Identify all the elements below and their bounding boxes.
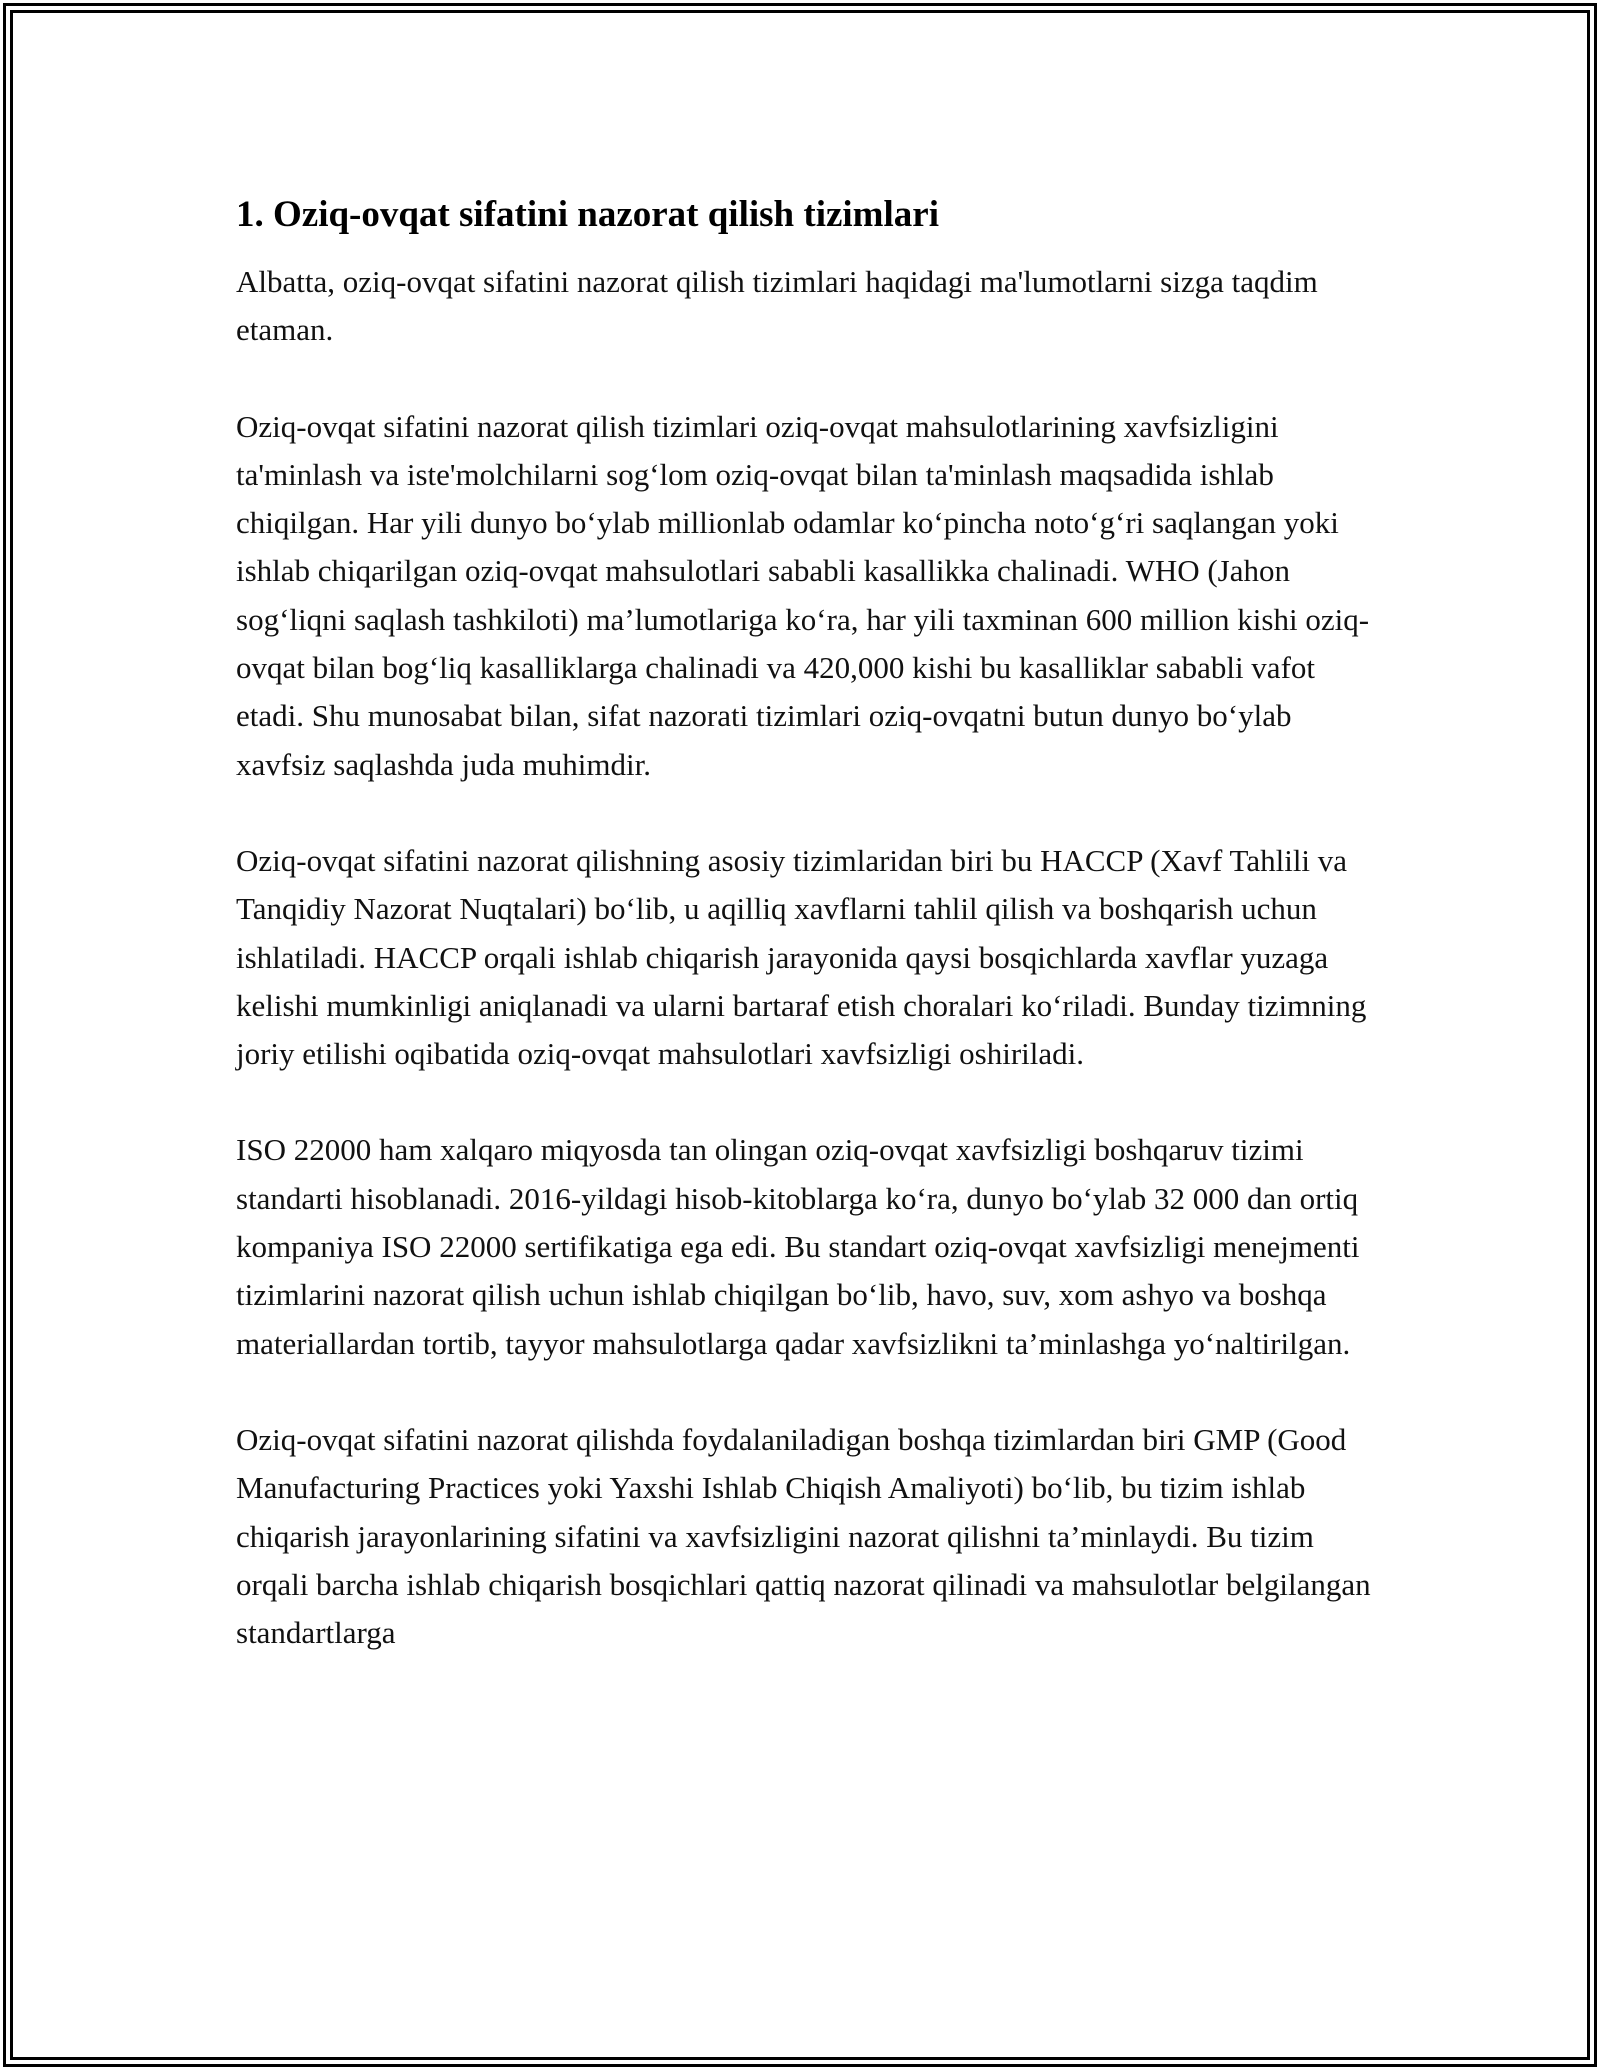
paragraph-haccp: Oziq-ovqat sifatini nazorat qilishning asosiy tizimlaridan biri bu HACCP (Xavf Tahlili va Tanqidiy Nazorat Nuqtalari) bo‘lib, u aqilliq xavflarni tahlil qilish va boshqarish uchun ishlatiladi. HACCP orqali ishlab chiqarish jarayonida qaysi bosqichlarda xavflar yuzaga kelishi mumkinligi aniqlanadi va ularni bartaraf etish choralari ko‘riladi. Bunday tizimning joriy etilishi oqibatida oziq-ovqat mahsulotlari xavfsizligi oshiriladi. — [236, 842, 1367, 1072]
paragraph-overview: Oziq-ovqat sifatini nazorat qilish tizimlari oziq-ovqat mahsulotlarining xavfsizligini ta'minlash va iste'molchilarni sog‘lom oziq-ovqat bilan ta'minlash maqsadida ishlab chiqilgan. Har yili dunyo bo‘ylab millionlab odamlar ko‘pincha noto‘g‘ri saqlangan yoki ishlab chiqarilgan oziq-ovqat mahsulotlari sababli kasallikka chalinadi. WHO (Jahon sog‘liqni saqlash tashkiloti) ma’lumotlariga ko‘ra, har yili taxminan 600 million kishi oziq-ovqat bilan bog‘liq kasalliklarga chalinadi va 420,000 kishi bu kasalliklar sababli vafot etadi. Shu munosabat bilan, sifat nazorati tizimlari oziq-ovqatni butun dunyo bo‘ylab xavfsiz saqlashda juda muhimdir. — [236, 408, 1370, 782]
paragraph-gmp: Oziq-ovqat sifatini nazorat qilishda foydalaniladigan boshqa tizimlardan biri GMP (Good Manufacturing Practices yoki Yaxshi Ishlab Chiqish Amaliyoti) bo‘lib, bu tizim ishlab chiqarish jarayonlarining sifatini va xavfsizligini nazorat qilishni ta’minlaydi. Bu tizim orqali barcha ishlab chiqarish bosqichlari qattiq nazorat qilinadi va mahsulotlar belgilangan standartlarga — [236, 1421, 1371, 1651]
section-heading: 1. Oziq-ovqat sifatini nazorat qilish tizimlari — [236, 194, 939, 235]
document-body — [236, 186, 1376, 1705]
paragraph-intro: Albatta, oziq-ovqat sifatini nazorat qilish tizimlari haqidagi ma'lumotlarni sizga taqdim etaman. — [236, 264, 1318, 348]
paragraph-iso-22000: ISO 22000 ham xalqaro miqyosda tan olingan oziq-ovqat xavfsizligi boshqaruv tizimi standarti hisoblanadi. 2016-yildagi hisob-kitoblarga ko‘ra, dunyo bo‘ylab 32 000 dan ortiq kompaniya ISO 22000 sertifikatiga ega edi. Bu standart oziq-ovqat xavfsizligi menejmenti tizimlarini nazorat qilish uchun ishlab chiqilgan bo‘lib, havo, suv, xom ashyo va boshqa materiallardan tortib, tayyor mahsulotlarga qadar xavfsizlikni ta’minlashga yo‘naltirilgan. — [236, 1132, 1360, 1361]
